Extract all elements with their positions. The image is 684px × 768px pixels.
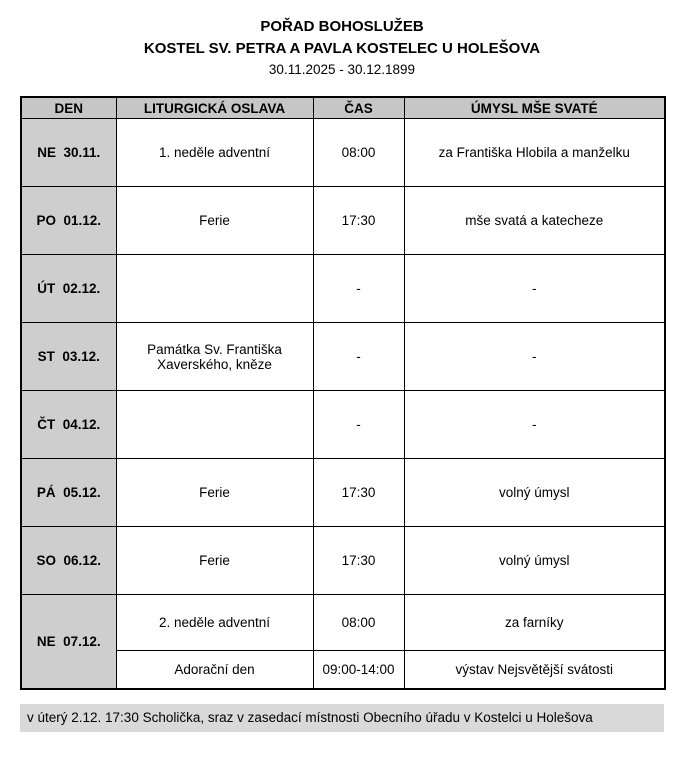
day-cell: PO 01.12. [21,187,116,255]
intention-cell: - [404,255,665,323]
intention-cell: mše svatá a katecheze [404,187,665,255]
col-header-cas: ČAS [313,97,404,119]
footer-note: v úterý 2.12. 17:30 Scholička, sraz v zasedací místnosti Obecního úřadu v Kostelci u Holešova [20,704,664,733]
date-range: 30.11.2025 - 30.12.1899 [268,61,416,77]
time-cell: 17:30 [313,459,404,527]
table-row [21,323,665,391]
page-subtitle: KOSTEL SV. PETRA A PAVLA KOSTELEC U HOLEŠOVA [143,39,541,57]
table-row [21,595,665,651]
intention-cell: - [404,323,665,391]
intention-cell: - [404,391,665,459]
col-header-den: DEN [21,97,116,119]
schedule-table [20,96,666,690]
time-cell: 09:00-14:00 [313,651,404,689]
col-header-liturgicka-oslava: LITURGICKÁ OSLAVA [116,97,313,119]
table-row [21,527,665,595]
time-cell: - [313,255,404,323]
table-row [21,391,665,459]
day-cell: NE 30.11. [21,119,116,187]
celebration-cell [116,391,313,459]
table-row [21,651,665,689]
intention-cell: volný úmysl [404,527,665,595]
celebration-cell: Ferie [116,187,313,255]
intention-cell: za farníky [404,595,665,651]
table-row [21,255,665,323]
intention-cell: výstav Nejsvětější svátosti [404,651,665,689]
intention-cell: za Františka Hlobila a manželku [404,119,665,187]
day-cell: SO 06.12. [21,527,116,595]
time-cell: 17:30 [313,187,404,255]
table-row [21,187,665,255]
celebration-cell: 2. neděle adventní [116,595,313,651]
intention-cell: volný úmysl [404,459,665,527]
celebration-cell: Památka Sv. Františka Xaverského, kněze [116,323,313,391]
table-row [21,459,665,527]
time-cell: 08:00 [313,595,404,651]
time-cell: - [313,391,404,459]
celebration-cell [116,255,313,323]
document-header [20,16,664,80]
day-cell: ÚT 02.12. [21,255,116,323]
day-cell: ČT 04.12. [21,391,116,459]
table-header-row [21,97,665,119]
col-header-umysl: ÚMYSL MŠE SVATÉ [404,97,665,119]
time-cell: 17:30 [313,527,404,595]
day-cell: ST 03.12. [21,323,116,391]
celebration-cell: Ferie [116,459,313,527]
celebration-cell: 1. neděle adventní [116,119,313,187]
celebration-cell: Adorační den [116,651,313,689]
time-cell: - [313,323,404,391]
celebration-cell: Ferie [116,527,313,595]
table-row [21,119,665,187]
day-cell: PÁ 05.12. [21,459,116,527]
day-cell: NE 07.12. [21,595,116,689]
page-title: POŘAD BOHOSLUŽEB [260,18,424,35]
time-cell: 08:00 [313,119,404,187]
